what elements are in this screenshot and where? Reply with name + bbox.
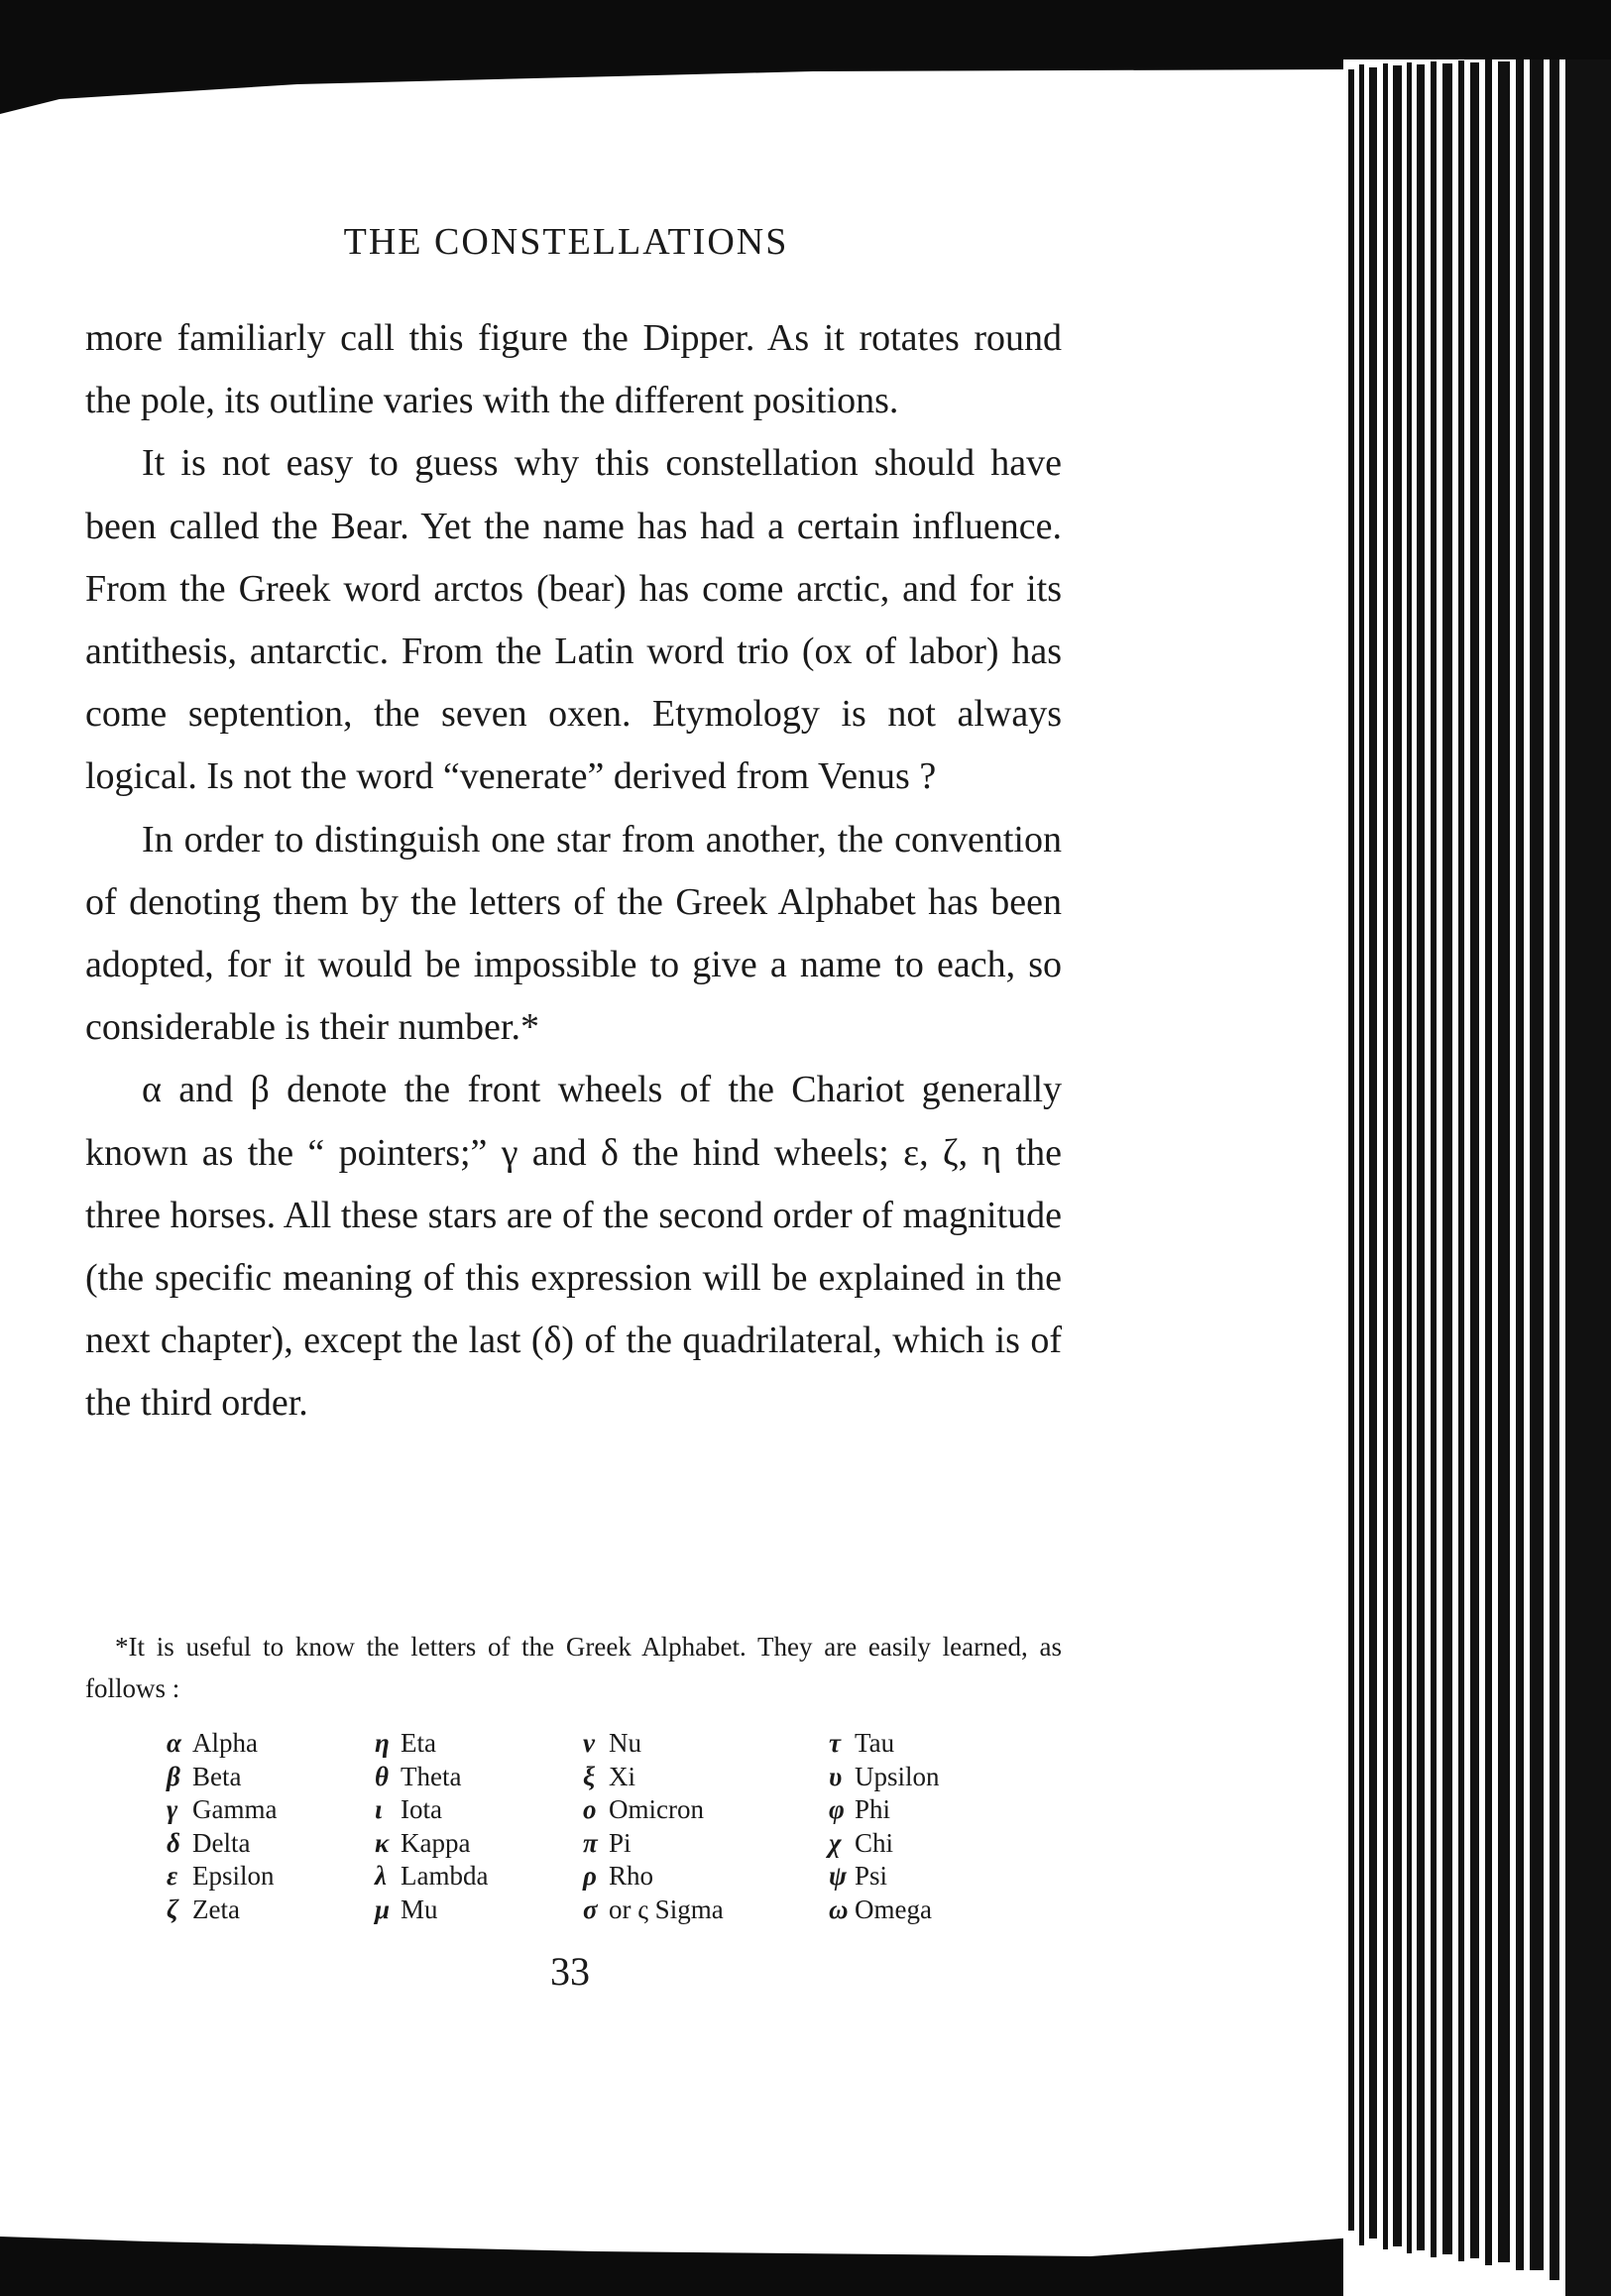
greek-letter-row <box>829 1860 1027 1894</box>
greek-letter-row <box>375 1827 583 1861</box>
greek-glyph: γ <box>167 1794 178 1824</box>
greek-column-3 <box>583 1727 829 1926</box>
greek-letter-name: Beta <box>192 1761 242 1791</box>
greek-letter-name: Alpha <box>192 1728 258 1758</box>
greek-letter-row <box>829 1761 1027 1794</box>
greek-letter-name: Eta <box>401 1728 436 1758</box>
greek-letter-row <box>583 1793 829 1827</box>
greek-letter-name: Zeta <box>192 1894 240 1924</box>
greek-alphabet-table <box>167 1727 1019 1926</box>
greek-glyph: υ <box>829 1761 843 1791</box>
greek-glyph: φ <box>829 1794 845 1824</box>
greek-letter-name: Delta <box>192 1827 251 1858</box>
paragraph-continued: more familiarly call this figure the Dipper. As it rotates round the pole, its outline varies with the different positions. <box>85 317 1062 422</box>
greek-letter-name: Xi <box>609 1761 635 1791</box>
greek-glyph: ψ <box>829 1861 848 1891</box>
greek-letter-row <box>167 1894 375 1927</box>
greek-letter-row <box>167 1860 375 1894</box>
greek-glyph: ζ <box>167 1894 178 1924</box>
greek-letter-name: Tau <box>855 1728 895 1758</box>
greek-letter-name: Omicron <box>609 1794 704 1824</box>
stacked-page-edges <box>1343 59 1611 2296</box>
greek-glyph: α <box>167 1728 181 1758</box>
greek-letter-row <box>167 1727 375 1761</box>
greek-glyph: ξ <box>583 1761 596 1791</box>
greek-glyph: η <box>375 1728 390 1758</box>
greek-glyph: χ <box>829 1827 842 1858</box>
greek-letter-row <box>375 1761 583 1794</box>
greek-letter-row <box>829 1894 1027 1927</box>
greek-glyph: π <box>583 1827 598 1858</box>
paragraph-greek-letters: In order to distinguish one star from another, the convention of denoting them by the letters of the Greek Alphabet has been adopted, for it would be impossible to give a name to each, so considerable is their number.* <box>85 818 1062 1049</box>
greek-letter-name: Kappa <box>401 1827 471 1858</box>
greek-letter-name: Omega <box>855 1894 932 1924</box>
greek-letter-name: Theta <box>401 1761 462 1791</box>
greek-letter-name: Lambda <box>401 1861 489 1891</box>
greek-letter-name: Iota <box>401 1794 442 1824</box>
greek-letter-name: Mu <box>401 1894 438 1924</box>
paragraph-bear-name: It is not easy to guess why this constellation should have been called the Bear. Yet the name has had a certain influence. From the Greek word arctos (bear) has come arctic, and for its antithesis, antarctic. From the Latin word trio (ox of labor) has come septention, the seven oxen. Etymology is not always logical. Is not the word “venerate” derived from Venus ? <box>85 442 1062 798</box>
greek-letter-row <box>375 1894 583 1927</box>
greek-letter-row <box>583 1761 829 1794</box>
greek-glyph: τ <box>829 1728 841 1758</box>
greek-glyph: ν <box>583 1728 595 1758</box>
greek-letter-row <box>583 1860 829 1894</box>
greek-letter-name: Upsilon <box>855 1761 940 1791</box>
greek-glyph: ε <box>167 1861 178 1891</box>
greek-glyph: ρ <box>583 1861 597 1891</box>
footnote: *It is useful to know the letters of the Greek Alphabet. They are easily learned, as follows : <box>85 1632 1062 1703</box>
greek-column-4 <box>829 1727 1027 1926</box>
greek-glyph: κ <box>375 1827 390 1858</box>
greek-column-1 <box>167 1727 375 1926</box>
greek-letter-name: Rho <box>609 1861 654 1891</box>
greek-glyph: ι <box>375 1794 383 1824</box>
greek-letter-name: Chi <box>855 1827 894 1858</box>
page-number: 33 <box>550 1949 590 1994</box>
greek-column-2 <box>375 1727 583 1926</box>
greek-glyph: δ <box>167 1827 180 1858</box>
running-head-title: THE CONSTELLATIONS <box>343 221 789 263</box>
greek-glyph: ω <box>829 1894 849 1924</box>
greek-glyph: θ <box>375 1761 390 1791</box>
greek-letter-row <box>829 1793 1027 1827</box>
greek-letter-name: Phi <box>855 1794 891 1824</box>
greek-letter-row <box>167 1761 375 1794</box>
greek-letter-row <box>829 1827 1027 1861</box>
body-text <box>85 307 1062 1435</box>
greek-glyph: β <box>167 1761 180 1791</box>
greek-letter-row <box>167 1827 375 1861</box>
greek-letter-name: or ς Sigma <box>609 1894 724 1924</box>
greek-letter-row <box>375 1793 583 1827</box>
greek-letter-name: Pi <box>609 1827 632 1858</box>
greek-glyph: σ <box>583 1894 598 1924</box>
greek-letter-name: Nu <box>609 1728 641 1758</box>
greek-glyph: ο <box>583 1794 597 1824</box>
greek-letter-row <box>829 1727 1027 1761</box>
greek-glyph: λ <box>375 1861 387 1891</box>
greek-letter-row <box>583 1827 829 1861</box>
greek-letter-row <box>167 1793 375 1827</box>
greek-glyph: μ <box>375 1894 391 1924</box>
greek-letter-row <box>375 1860 583 1894</box>
greek-letter-name: Gamma <box>192 1794 278 1824</box>
greek-letter-row <box>583 1727 829 1761</box>
greek-letter-row <box>375 1727 583 1761</box>
greek-letter-row <box>583 1894 829 1927</box>
greek-letter-name: Psi <box>855 1861 888 1891</box>
greek-letter-name: Epsilon <box>192 1861 275 1891</box>
paragraph-chariot-stars: α and β denote the front wheels of the Chariot generally known as the “ pointers;” γ and δ the hind wheels; ε, ζ, η the three horses. All these stars are of the second order of magnitude (the specific meaning of this expression will be explained in the next chapter), except the last (δ) of the quadrilateral, which is of the third order. <box>85 1069 1062 1425</box>
